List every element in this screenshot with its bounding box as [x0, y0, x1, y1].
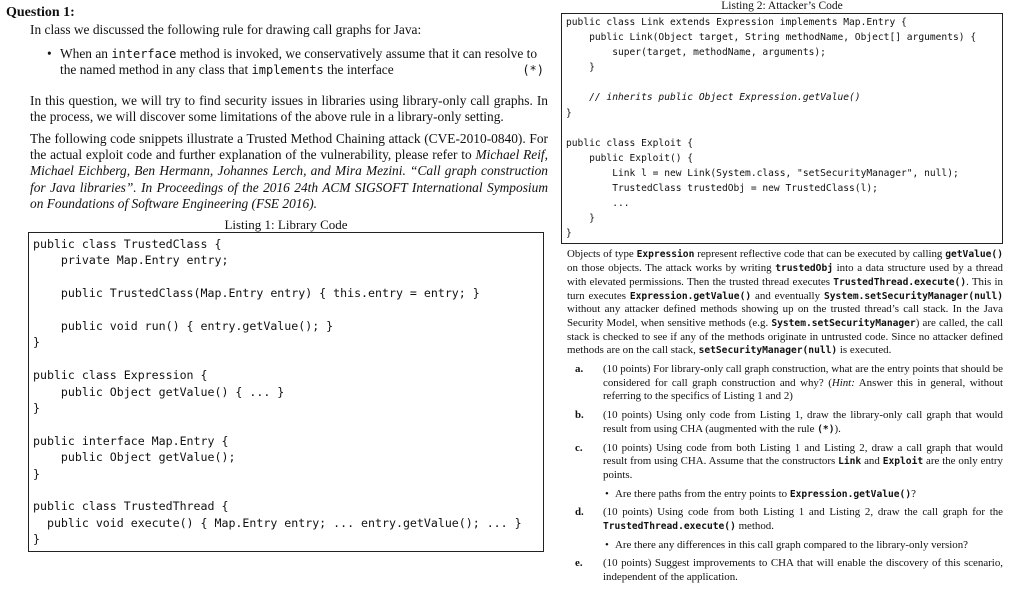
code-line: }: [566, 62, 595, 74]
code-line: public Object getValue();: [33, 450, 236, 465]
question-intro: In class we discussed the following rule for drawing call graphs for Java:: [30, 22, 422, 37]
desc-code: getValue(): [945, 249, 1003, 261]
code-line: public void execute() { Map.Entry entry; ... entry.getValue(); ... }: [33, 515, 522, 530]
desc-text: into a data structure used by a thread with elevated permissions. Then the trusted thread executes: [567, 262, 1003, 288]
code-line: public void run() { entry.getValue(); }: [33, 319, 334, 334]
part-c-label: c.: [575, 441, 583, 454]
part-a-text: (10 points) For library-only call graph construction, what are the entry points that should be considered for call graph construction and why? (: [603, 363, 1003, 389]
code-line: }: [566, 228, 572, 240]
desc-code: TrustedThread.execute(): [833, 276, 967, 288]
code-line: [33, 416, 539, 432]
code-line: Link l = new Link(System.class, "setSecurityManager", null);: [566, 167, 959, 179]
listing-1-caption: Listing 1: Library Code: [224, 217, 348, 233]
code-line: public Object getValue() { ... }: [33, 384, 285, 399]
code-line: public class Link extends Expression implements Map.Entry {: [566, 17, 907, 28]
part-b-label: b.: [575, 409, 584, 422]
desc-code: Expression: [636, 249, 695, 261]
desc-text: Objects of type: [567, 248, 637, 261]
bullet-icon: •: [605, 487, 609, 500]
listing-2-code: [561, 13, 1003, 244]
code-line: }: [33, 335, 40, 350]
listing-1-code: [28, 232, 544, 552]
part-e-text: (10 points) Suggest improvements to CHA that will enable the discovery of this scenario, independent of the application.: [603, 557, 1003, 584]
code-line: }: [566, 107, 572, 119]
part-d: [575, 506, 1003, 533]
part-d-sub-text: Are there any differences in this call graph compared to the library-only version?: [615, 538, 969, 551]
desc-text: and eventually: [751, 289, 824, 302]
rule-keyword-implements: implements: [251, 63, 324, 78]
part-d-text-2: method.: [735, 520, 774, 533]
part-c-text-2: are the only entry points.: [603, 455, 1004, 481]
rule-keyword-interface: interface: [111, 47, 177, 62]
rule-marker: (*): [522, 63, 544, 78]
code-line: public interface Map.Entry {: [33, 433, 229, 448]
desc-text: is executed.: [837, 344, 892, 357]
desc-code: System.setSecurityManager: [771, 317, 916, 329]
code-line: super(target, methodName, arguments);: [566, 47, 826, 59]
part-b-text-2: ).: [834, 422, 841, 435]
part-c-sub-code: Expression.getValue(): [789, 488, 912, 500]
code-line: ...: [566, 198, 630, 210]
code-line: [33, 351, 539, 367]
part-c-text-mid: and: [861, 455, 883, 468]
code-line: public Link(Object target, String methodName, Object[] arguments) {: [566, 32, 977, 44]
part-c-text: (10 points) Using code from both Listing 1 and Listing 2, draw a call graph that would result from using CHA. Assume that the constructors: [603, 441, 1003, 468]
part-b-text: (10 points) Using only code from Listing 1, draw the library-only call graph that would result from using CHA (augmented with the rule: [603, 409, 1003, 435]
code-line: public class Expression {: [33, 368, 208, 383]
code-line: public TrustedClass(Map.Entry entry) { this.entry = entry; }: [33, 286, 480, 301]
part-c: [575, 441, 1004, 483]
part-c-code-exploit: Exploit: [882, 456, 924, 468]
desc-code: trustedObj: [775, 263, 833, 275]
bullet-icon: •: [47, 46, 52, 62]
question-para-2: In this question, we will try to find security issues in libraries using library-only call graphs. In the process, we will discover some limitations of the above rule in a library-only setting.: [30, 92, 548, 124]
code-line: public class TrustedThread {: [33, 499, 229, 514]
para-3-text: The following code snippets illustrate a Trusted Method Chaining attack (CVE-2010-0840). For the actual exploit code and further explanation of the vulnerability, please refer to: [30, 131, 548, 163]
part-a: [575, 363, 1003, 404]
desc-text: without any attacker defined methods showing up on the trusted thread’s call stack. In the Java Security Model, when sensitive methods (e.g.: [567, 303, 1003, 329]
left-column: [6, 5, 548, 552]
code-line: public class TrustedClass {: [33, 237, 222, 252]
part-c-sub-end: ?: [911, 487, 916, 500]
rule-text-3: the interface: [323, 62, 394, 78]
part-d-subquestion: [605, 538, 1003, 553]
code-line: private Map.Entry entry;: [33, 253, 229, 268]
part-a-text-2: Answer this in general, without referring to the specifics of Listing 1 and 2): [603, 376, 1003, 403]
part-e: [575, 557, 1003, 584]
code-line: }: [566, 213, 595, 225]
part-c-code-link: Link: [838, 456, 862, 468]
code-line: [33, 302, 539, 318]
desc-code: Expression.getValue(): [629, 290, 752, 302]
rule-text-1: When an: [60, 46, 112, 62]
desc-text: represent reflective code that can be executed by calling: [694, 248, 946, 261]
listing-2: [561, 0, 1003, 244]
desc-code: System.setSecurityManager(null): [823, 290, 1003, 302]
part-d-text: (10 points) Using code from both Listing 1 and Listing 2, draw the call graph for the: [603, 506, 1003, 519]
part-a-label: a.: [575, 363, 584, 376]
part-c-sub-text: Are there paths from the entry points to: [615, 487, 790, 500]
code-line: [33, 269, 539, 285]
right-column: [561, 0, 1003, 585]
desc-code: setSecurityManager(null): [698, 345, 838, 357]
code-line: public class Exploit {: [566, 137, 694, 149]
bullet-icon: •: [605, 538, 609, 551]
question-title: Question 1:: [6, 5, 75, 20]
part-a-hint: Hint:: [831, 376, 855, 389]
code-line: TrustedClass trustedObj = new TrustedClass(l);: [566, 183, 878, 195]
part-c-subquestion: [605, 487, 1003, 502]
part-e-label: e.: [575, 557, 583, 570]
rule-text-2: method is invoked, we conservatively assume that it can resolve to the named method in any class that: [60, 46, 538, 78]
code-line: }: [33, 401, 40, 416]
desc-text: . This in turn executes: [567, 275, 1003, 302]
code-line: }: [33, 466, 40, 481]
listing-1: [28, 218, 544, 552]
code-line: // inherits public Object Expression.getValue(): [566, 92, 861, 104]
part-b-marker: (*): [817, 423, 835, 435]
listing-2-caption: Listing 2: Attacker’s Code: [721, 0, 843, 12]
part-d-code: TrustedThread.execute(): [603, 521, 736, 533]
code-line: [33, 482, 539, 498]
description-paragraph: [567, 248, 1003, 358]
code-line: [566, 75, 998, 90]
code-line: public Exploit() {: [566, 152, 694, 164]
reference-citation: Michael Reif, Michael Eichberg, Ben Hermann, Johannes Lerch, and Mira Mezini. “Call graph construction for Java libraries”. In Proceedings of the 2016 24th ACM SIGSOFT International Symposium on Foundations of Software Engineering (FSE 2016).: [30, 147, 548, 211]
rule-bullet: [47, 46, 548, 78]
desc-text: on those objects. The attack works by writing: [567, 262, 776, 275]
part-d-label: d.: [575, 506, 584, 519]
part-b: [575, 409, 1003, 436]
desc-text: ) are called, the call stack is checked to see if any of the methods originate in untrusted code. Since no attacker defined methods are on the call stack,: [567, 316, 1003, 357]
question-para-3: [30, 131, 548, 212]
code-line: }: [33, 532, 40, 547]
code-line: [566, 121, 998, 136]
